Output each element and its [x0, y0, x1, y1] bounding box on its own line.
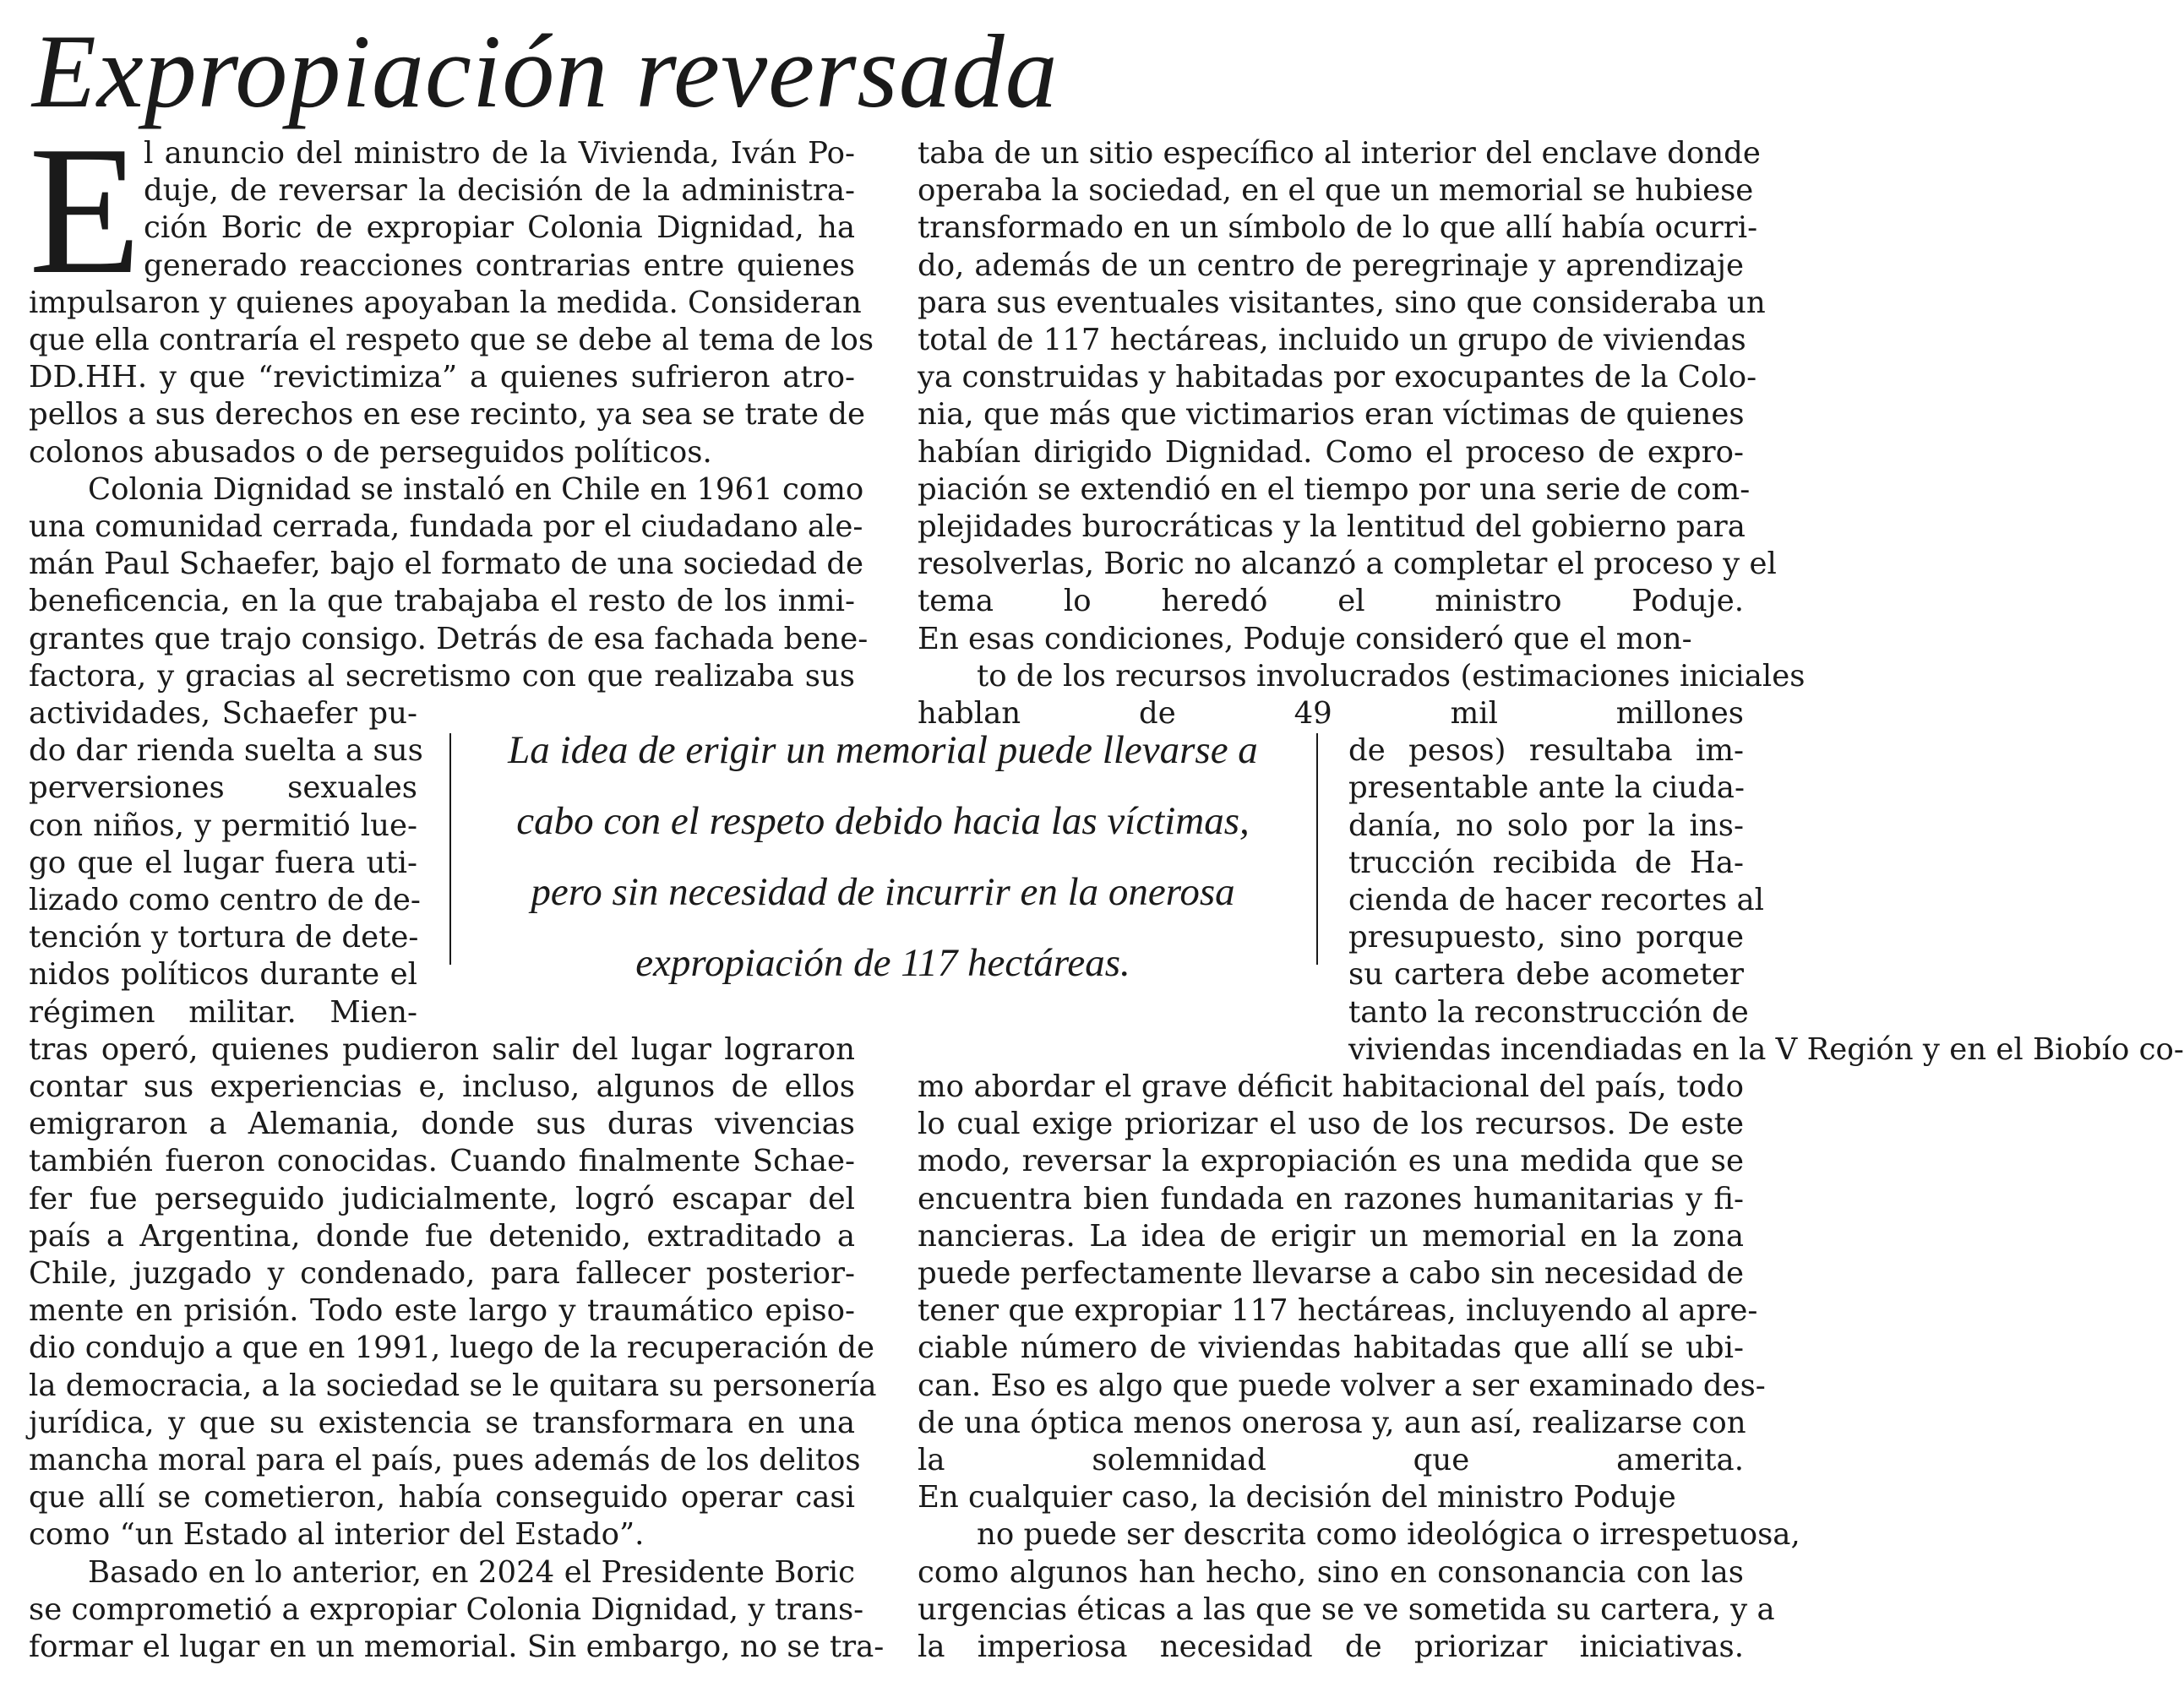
body-text-line: emigraron a Alemania, donde sus duras vivencias — [29, 1107, 855, 1142]
body-text-line: go que el lugar fuera uti- — [29, 845, 417, 880]
body-text-line: do dar rienda suelta a sus — [29, 733, 423, 769]
pull-quote-line: cabo con el respeto debido hacia las víctimas, — [516, 799, 1250, 843]
body-text-line: su cartera debe acometer — [1348, 957, 1744, 993]
body-text-line: modo, reversar la expropiación es una medida que se — [918, 1144, 1744, 1179]
body-text-line: que ella contraría el respeto que se debe al tema de los — [29, 323, 874, 357]
body-text-line: Basado en lo anterior, en 2024 el Presidente Boric — [88, 1554, 855, 1590]
body-text-line: viviendas incendiadas en la V Región y en el Biobío co- — [1348, 1031, 2184, 1067]
body-text-line: ciable número de viviendas habitadas que allí se ubi- — [918, 1330, 1744, 1366]
body-text-line: nancieras. La idea de erigir un memorial en la zona — [918, 1218, 1744, 1254]
body-text-line: Colonia Dignidad se instaló en Chile en 1961 como — [88, 471, 864, 507]
body-text-line: lizado como centro de de- — [29, 883, 421, 917]
body-text-line: la imperiosa necesidad de priorizar iniciativas. — [918, 1630, 1744, 1664]
body-text-line: En cualquier caso, la decisión del ministro Poduje — [918, 1480, 1676, 1515]
body-text-line: to de los recursos involucrados (estimaciones iniciales — [977, 658, 1805, 694]
pull-quote-rule-right — [1316, 733, 1318, 965]
body-text-line: duje, de reversar la decisión de la administra- — [144, 173, 855, 209]
body-text-line: operaba la sociedad, en el que un memorial se hubiese — [918, 173, 1754, 209]
body-text-line: también fueron conocidas. Cuando finalmente Schae- — [29, 1144, 855, 1179]
body-text-line: lo cual exige priorizar el uso de los recursos. De este — [918, 1107, 1744, 1142]
body-text-line: presupuesto, sino porque — [1348, 920, 1744, 955]
body-text-line: beneficencia, en la que trabajaba el resto de los inmi- — [29, 584, 855, 619]
body-text-line: plejidades burocráticas y la lentitud del gobierno para — [918, 509, 1746, 544]
body-text-line: la democracia, a la sociedad se le quitara su personería — [29, 1368, 877, 1403]
body-text-line: la solemnidad que amerita. — [918, 1443, 1744, 1477]
body-text-line: pellos a sus derechos en ese recinto, ya sea se trate de — [29, 397, 866, 433]
body-text-line: urgencias éticas a las que se ve sometida su cartera, y a — [918, 1591, 1775, 1627]
body-text-line: Chile, juzgado y condenado, para fallecer posterior- — [29, 1256, 855, 1291]
body-text-line: mo abordar el grave déficit habitacional del país, todo — [918, 1069, 1744, 1104]
body-text-line: trucción recibida de Ha- — [1348, 845, 1744, 880]
body-text-line: jurídica, y que su existencia se transformara en una — [29, 1405, 855, 1440]
body-text-line: generado reacciones contrarias entre quienes — [144, 248, 855, 283]
body-text-line: perversiones sexuales — [29, 770, 417, 806]
body-text-line: una comunidad cerrada, fundada por el ciudadano ale- — [29, 509, 863, 544]
body-text-line: tanto la reconstrucción de — [1348, 994, 1749, 1030]
body-text-line: nia, que más que victimarios eran víctimas de quienes — [918, 397, 1745, 433]
body-text-line: DD.HH. y que “revictimiza” a quienes sufrieron atro- — [29, 360, 855, 395]
pull-quote-rule-left — [449, 733, 451, 965]
body-text-line: mancha moral para el país, pues además de los delitos — [29, 1443, 861, 1477]
body-text-line: no puede ser descrita como ideológica o irrespetuosa, — [977, 1517, 1800, 1553]
body-text-line: cienda de hacer recortes al — [1348, 883, 1764, 917]
pull-quote-line: La idea de erigir un memorial puede llevarse a — [508, 728, 1258, 772]
pull-quote-line: expropiación de 117 hectáreas. — [635, 941, 1130, 985]
body-text-line: actividades, Schaefer pu- — [29, 696, 417, 731]
body-text-line: presentable ante la ciuda- — [1348, 770, 1745, 806]
body-text-line — [918, 1666, 1744, 1703]
body-text-line: resolverlas, Boric no alcanzó a completar el proceso y el — [918, 547, 1777, 582]
body-text-line: encuentra bien fundada en razones humanitarias y fi- — [918, 1181, 1744, 1216]
body-text-line: nidos políticos durante el — [29, 957, 417, 993]
body-text-line: puede perfectamente llevarse a cabo sin necesidad de — [918, 1256, 1744, 1291]
body-text-line: colonos abusados o de perseguidos políticos. — [29, 434, 712, 470]
body-text-line: piación se extendió en el tiempo por una serie de com- — [918, 471, 1751, 507]
body-text-line: tema lo heredó el ministro Poduje. — [918, 584, 1744, 619]
body-text-line: tras operó, quienes pudieron salir del lugar lograron — [29, 1031, 855, 1067]
body-text-line: mán Paul Schaefer, bajo el formato de una sociedad de — [29, 547, 864, 582]
body-text-line: grantes que trajo consigo. Detrás de esa fachada bene- — [29, 621, 869, 656]
pull-quote-line: pero sin necesidad de incurrir en la onerosa — [531, 870, 1235, 914]
body-text-line: En esas condiciones, Poduje consideró que el mon- — [918, 621, 1692, 656]
body-text-line: de pesos) resultaba im- — [1348, 733, 1744, 769]
body-text-line: que allí se cometieron, había conseguido operar casi — [29, 1480, 855, 1515]
article-title: Expropiación reversada — [32, 14, 1059, 129]
body-text-line: factora, y gracias al secretismo con que realizaba sus — [29, 658, 855, 694]
body-text-line: mente en prisión. Todo este largo y traumático episo- — [29, 1293, 855, 1329]
body-text-line: fer fue perseguido judicialmente, logró escapar del — [29, 1181, 855, 1216]
body-text-line: habían dirigido Dignidad. Como el proceso de expro- — [918, 434, 1744, 470]
body-text-line: l anuncio del ministro de la Vivienda, Iván Po- — [144, 136, 855, 171]
body-text-line: como algunos han hecho, sino en consonancia con las — [918, 1554, 1744, 1590]
body-text-line: país a Argentina, donde fue detenido, extraditado a — [29, 1218, 855, 1254]
drop-cap: E — [29, 109, 142, 313]
body-text-line: régimen militar. Mien- — [29, 994, 417, 1030]
body-text-line: ya construidas y habitadas por exocupantes de la Colo- — [918, 360, 1757, 395]
body-text-line: total de 117 hectáreas, incluido un grupo de viviendas — [918, 323, 1746, 357]
body-text-line: de una óptica menos onerosa y, aun así, realizarse con — [918, 1405, 1746, 1440]
body-text-line: impulsaron y quienes apoyaban la medida. Consideran — [29, 285, 862, 320]
body-text-line: do, además de un centro de peregrinaje y aprendizaje — [918, 248, 1744, 283]
body-text-line: se comprometió a expropiar Colonia Dignidad, y trans- — [29, 1591, 864, 1627]
body-text-line: tención y tortura de dete- — [29, 920, 419, 955]
body-text-line: can. Eso es algo que puede volver a ser examinado des- — [918, 1368, 1766, 1403]
body-text-line: hablan de 49 mil millones — [918, 696, 1744, 731]
body-text-line: dio condujo a que en 1991, luego de la recuperación de — [29, 1330, 875, 1366]
body-text-line: con niños, y permitió lue- — [29, 808, 417, 843]
body-text-line: formar el lugar en un memorial. Sin embargo, no se tra- — [29, 1630, 885, 1664]
body-text-line: danía, no solo por la ins- — [1348, 808, 1744, 843]
body-text-line: transformado en un símbolo de lo que allí había ocurri- — [918, 210, 1758, 246]
body-text-line: taba de un sitio específico al interior del enclave donde — [918, 136, 1761, 171]
body-text-line: como “un Estado al interior del Estado”. — [29, 1517, 645, 1553]
body-text-line: para sus eventuales visitantes, sino que consideraba un — [918, 285, 1766, 320]
body-text-line: tener que expropiar 117 hectáreas, incluyendo al apre- — [918, 1293, 1758, 1329]
body-text-line: contar sus experiencias e, incluso, algunos de ellos — [29, 1069, 855, 1104]
body-text-line: ción Boric de expropiar Colonia Dignidad, ha — [144, 210, 855, 246]
